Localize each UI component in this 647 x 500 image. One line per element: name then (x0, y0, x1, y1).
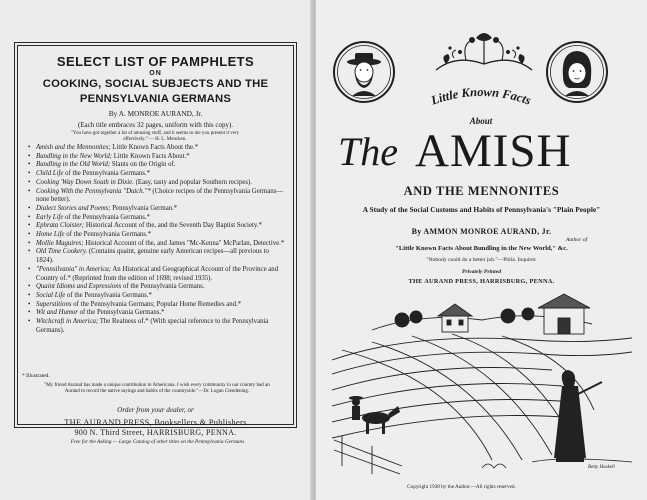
pamphlet-title: Cooking With the Pennsylvania "Dutch."* (36, 187, 151, 195)
pamphlet-item (34, 205, 286, 214)
left-page (0, 0, 312, 500)
illustrated-note: * Illustrated. (22, 373, 50, 379)
pamphlet-list-heading: SELECT LIST OF PAMPHLETS (56, 54, 255, 69)
pamphlet-list-heading-on: ON (149, 70, 162, 77)
pamphlet-title: Child Life (36, 170, 64, 178)
pamphlet-item (34, 283, 286, 292)
pamphlet-item (34, 214, 286, 223)
illustrator-signature: Betty Haskell (588, 465, 615, 470)
pamphlet-description: An Historical and Geographical Account of the Province and Country of.* (Reprinted from the edition of 1698; revised 1935). (36, 265, 279, 282)
pamphlet-description: Historical Account of the, and James "Mc-Kenna" McParlan, Detective.* (83, 239, 285, 247)
pamphlet-description: Pennsylvania German.* (110, 204, 178, 212)
pamphlet-title: Cooking 'Way Down South in Dixie. (36, 178, 134, 186)
pamphlet-description: (Choice recipes of the Pennsylvania Germans—none better). (36, 187, 284, 204)
clendening-quote: "My friend Aurand has made a unique contribution to Americana. I wish every community in our country had an Aurand to record the native sayings and habits of the countryside."—Dr. Logan Clendening. (44, 383, 270, 394)
pamphlet-description: Slants on the Origin of. (110, 161, 176, 169)
pamphlet-title: Dialect Stories and Poems; (36, 204, 111, 212)
publisher-name: THE AURAND PRESS, Booksellers & Publishers (64, 418, 247, 427)
pamphlet-item (34, 179, 286, 188)
pamphlet-description: of the Pennsylvania Germans.* (77, 309, 165, 317)
pamphlet-author: By A. MONROE AURAND, Jr. (108, 109, 203, 118)
pamphlet-title: Old Time Cookery. (36, 248, 88, 256)
title-amish: AMISH (415, 125, 572, 177)
pamphlet-title: Witchcraft in America; (36, 318, 99, 326)
pamphlet-item (34, 309, 286, 318)
pamphlet-title: Ephrata Cloister; (36, 222, 85, 230)
author-of-label: Author of (565, 237, 588, 243)
mencken-quote: "You have got together a lot of amusing stuff, and it seems to me you present it very effectively." — H. L. Mencken. (70, 131, 240, 142)
pamphlet-description: Little Known Facts About the.* (110, 144, 199, 151)
order-line: Order from your dealer, or (117, 406, 194, 414)
publisher-address: 900 N. Third Street, HARRISBURG, PENNA. (74, 428, 237, 437)
title-the: The (338, 129, 398, 174)
pamphlet-title: Amish and the Mennonites; (36, 144, 111, 151)
subtitle-mennonites: AND THE MENNONITES (403, 184, 560, 198)
farm-scene-illustration (332, 290, 632, 475)
pamphlet-description: of the Pennsylvania Germans.* (63, 213, 151, 221)
pamphlet-item (34, 144, 286, 153)
pamphlet-description: The Realness of.* (With special reference to the Pennsylvania Germans). (36, 318, 269, 334)
publisher-imprint: THE AURAND PRESS, HARRISBURG, PENNA. (408, 278, 555, 285)
pamphlet-item (34, 266, 286, 283)
svg-text:Little Known Facts: Little Known Facts (429, 84, 533, 108)
pamphlet-list-subheading-2: PENNSYLVANIA GERMANS (79, 93, 232, 105)
pamphlet-note: (Each title embraces 32 pages, uniform with this copy). (77, 121, 234, 129)
copyright-line: Copyright 1938 by the Author.—All rights reserved. (407, 484, 516, 490)
pamphlet-item (34, 240, 286, 249)
pamphlet-description: of the Pennsylvania Germans.* (65, 291, 152, 299)
pamphlet-list-subheading: COOKING, SOCIAL SUBJECTS AND THE (42, 78, 269, 90)
free-catalog-line: Free for the Asking — Large Catalog of other titles on the Pennsylvania Germans (70, 439, 245, 445)
pamphlet-title: Social Life (36, 291, 66, 299)
pamphlet-item (34, 318, 286, 335)
inquirer-quote: "Nobody could do a better job."—Phila. Inquirer. (426, 257, 537, 263)
pamphlet-item (34, 292, 286, 301)
pamphlet-item (34, 222, 286, 231)
pamphlet-title: Early Life (36, 213, 64, 221)
folk-art-decoration-icon (426, 24, 542, 76)
pamphlet-item (34, 188, 286, 205)
amish-man-medallion-icon (332, 40, 396, 104)
pamphlet-item (34, 170, 286, 179)
right-page (316, 0, 647, 500)
other-work-title: "Little Known Facts About Bundling in the New World," &c. (395, 245, 568, 252)
pamphlet-description: Little Known Facts About.* (112, 152, 190, 160)
pamphlet-description: (Contains quaint, genuine early American recipes—all previous to 1824). (36, 248, 269, 265)
pamphlet-title: Bundling in the Old World; (36, 161, 111, 169)
study-description: A Study of the Social Customs and Habits of Pennsylvania's "Plain People" (362, 205, 601, 214)
pamphlet-list (34, 144, 286, 335)
pamphlet-title: Mollie Maguires; (36, 239, 84, 247)
svg-text:About: About (469, 116, 493, 126)
pamphlet-item (34, 161, 286, 170)
pamphlet-description: (Easy, tasty and popular Southern recipes). (133, 178, 252, 186)
pamphlet-description: of the Pennsylvania Germans.* (63, 170, 151, 178)
pamphlet-title: Home Life (36, 231, 65, 239)
pamphlet-title: Quaint Idioms and Expressions (36, 283, 122, 291)
pamphlet-description: of the Pennsylvania Germans; Popular Home Remedies and.* (71, 300, 242, 308)
pamphlet-description: of the Pennsylvania Germans. (121, 283, 205, 291)
pamphlet-title: Superstitions (36, 300, 72, 308)
pamphlet-description: of the Pennsylvania Germans.* (64, 231, 152, 239)
title-page-author: By AMMON MONROE AURAND, Jr. (411, 227, 552, 236)
privately-printed-label: Privately Printed (462, 269, 501, 275)
pamphlet-title: "Pennsilvania" in America; (36, 265, 112, 273)
pamphlet-title: Bundling in the New World; (36, 152, 113, 160)
pamphlet-item (34, 153, 286, 162)
pamphlet-item (34, 231, 286, 240)
pamphlet-item (34, 248, 286, 265)
pamphlet-title: Wit and Humor (36, 309, 78, 317)
pamphlet-item (34, 301, 286, 310)
little-known-facts-heading (406, 73, 556, 129)
pamphlet-description: Historical Account of the, and the Seventh Day Baptist Society.* (84, 222, 262, 230)
